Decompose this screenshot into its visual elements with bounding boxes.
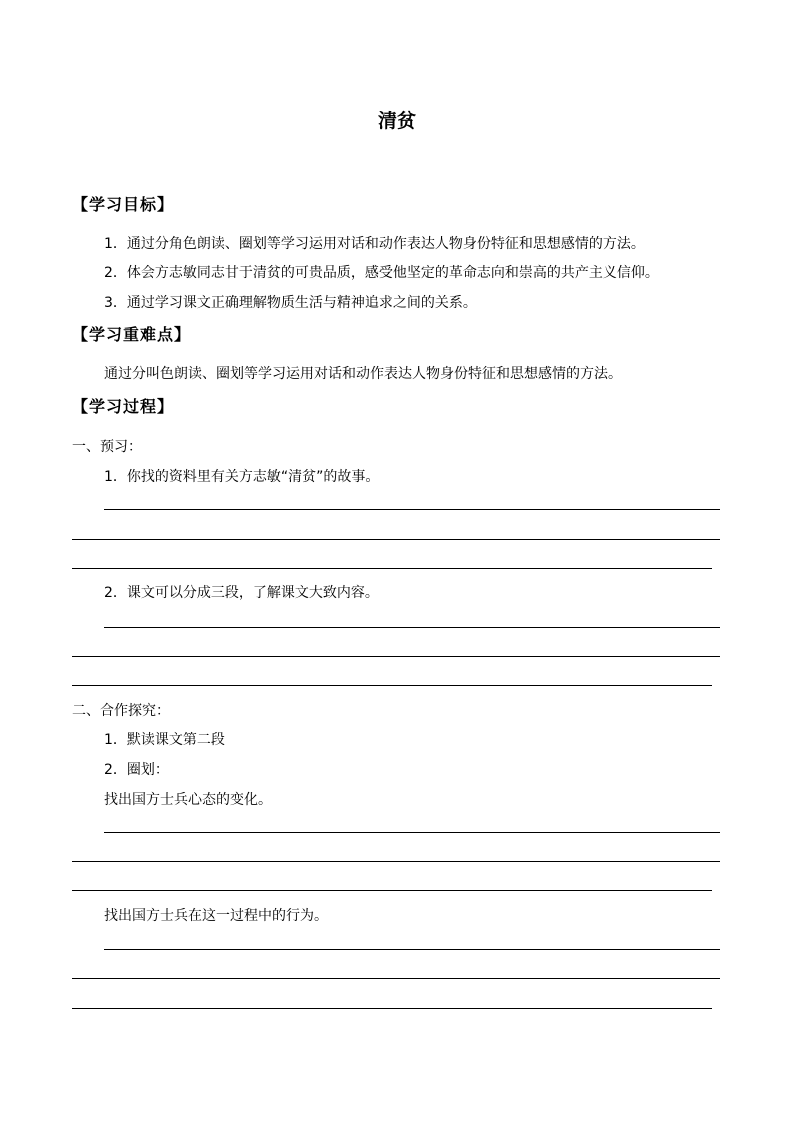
answer-line <box>72 539 720 540</box>
explore-step-1: 1．默读课文第二段 <box>104 732 225 748</box>
answer-line <box>104 509 720 510</box>
goal-item-3: 3．通过学习课文正确理解物质生活与精神追求之间的关系。 <box>104 295 477 311</box>
answer-line <box>72 1008 712 1009</box>
answer-line <box>104 949 720 950</box>
explore-step-2: 2．圈划： <box>104 762 169 778</box>
key-text: 通过分叫色朗读、圈划等学习运用对话和动作表达人物身份特征和思想感情的方法。 <box>104 366 622 382</box>
answer-line <box>72 861 720 862</box>
section-heading-key: 【学习重难点】 <box>72 325 192 344</box>
page-title: 清贫 <box>377 110 416 132</box>
preview-question-2: 2．课文可以分成三段，了解课文大致内容。 <box>104 585 379 601</box>
section-heading-process: 【学习过程】 <box>72 397 175 416</box>
goal-item-1: 1．通过分角色朗读、圈划等学习运用对话和动作表达人物身份特征和思想感情的方法。 <box>104 236 645 252</box>
explore-label: 二、合作探究： <box>72 703 170 719</box>
answer-line <box>104 627 720 628</box>
answer-line <box>104 832 720 833</box>
section-heading-goals: 【学习目标】 <box>72 195 175 214</box>
preview-question-1: 1．你找的资料里有关方志敏“清贫”的故事。 <box>104 469 380 485</box>
explore-prompt-1: 找出国方士兵心态的变化。 <box>104 792 272 808</box>
explore-prompt-2: 找出国方士兵在这一过程中的行为。 <box>104 908 328 924</box>
answer-line <box>72 656 720 657</box>
answer-line <box>72 978 720 979</box>
answer-line <box>72 568 712 569</box>
answer-line <box>72 685 712 686</box>
answer-line <box>72 890 712 891</box>
goal-item-2: 2．体会方志敏同志甘于清贫的可贵品质，感受他坚定的革命志向和崇高的共产主义信仰。 <box>104 265 659 281</box>
preview-label: 一、预习： <box>72 439 142 455</box>
